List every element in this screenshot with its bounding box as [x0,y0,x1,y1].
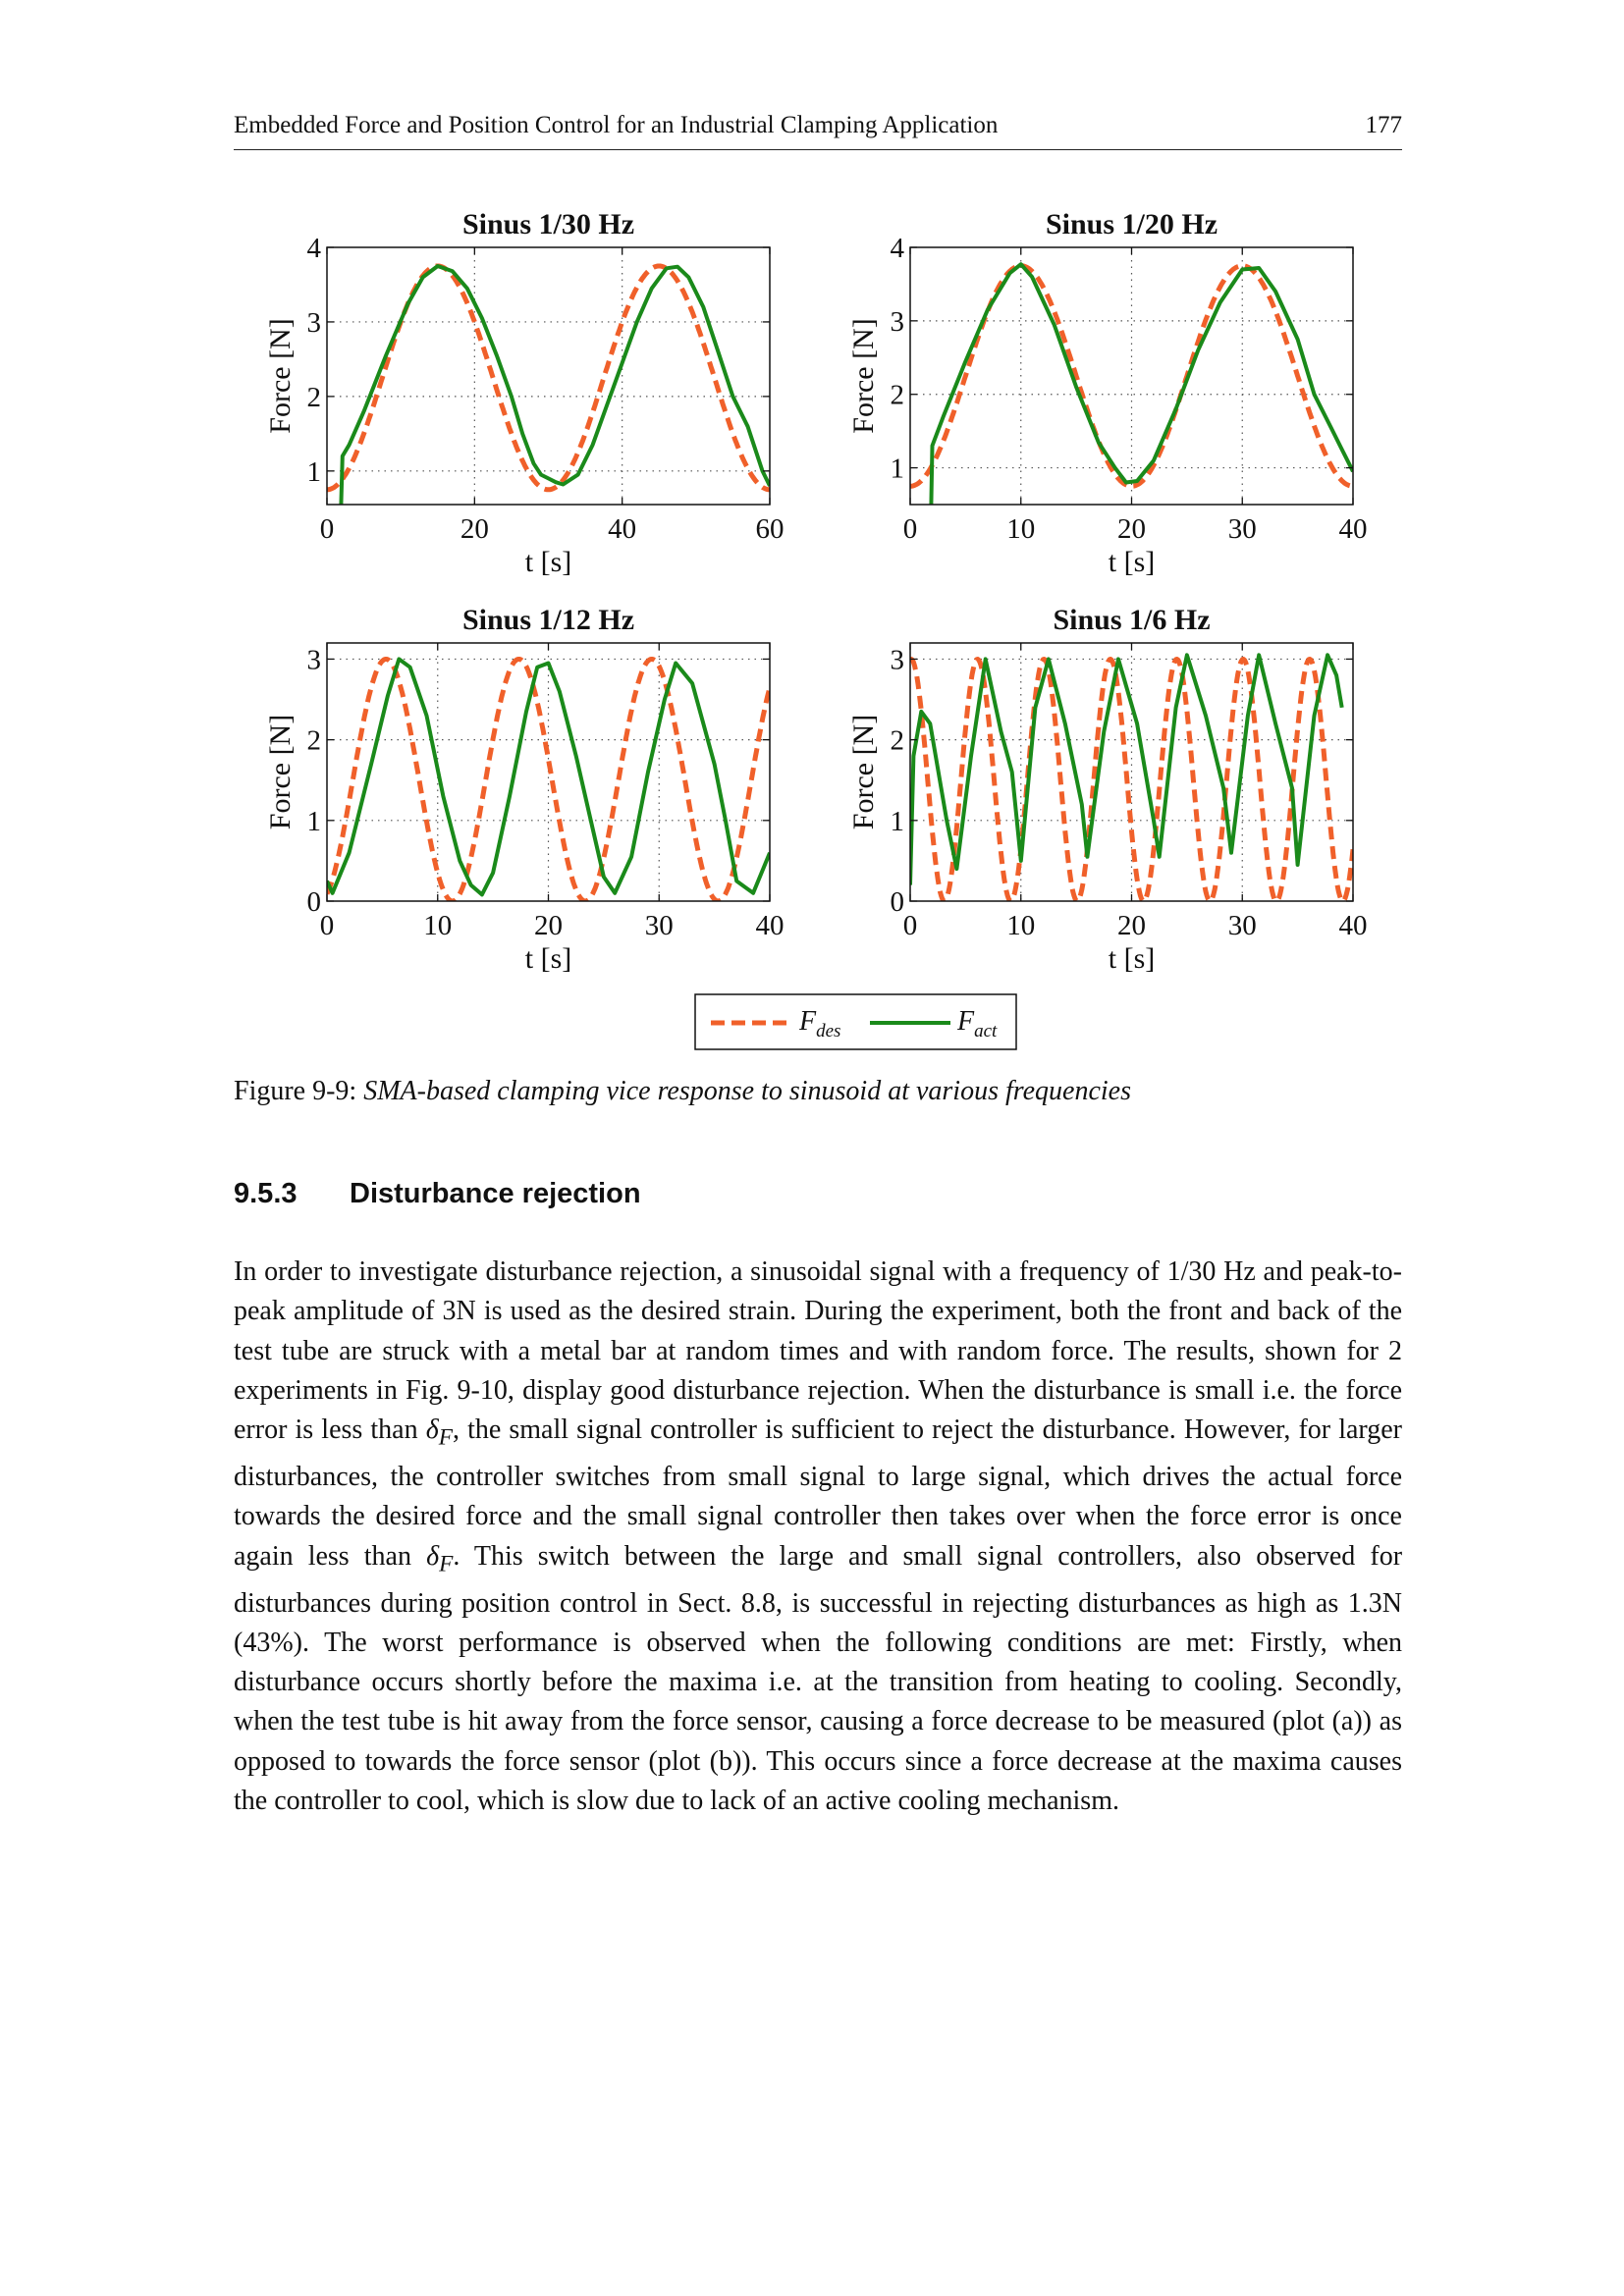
chart-2 [847,208,1368,578]
x-tick-label: 0 [902,513,918,545]
y-tick-label: 3 [890,305,904,338]
y-axis-label: Force [N] [264,318,297,434]
y-tick-label: 1 [890,453,904,485]
x-tick-label: 10 [1006,910,1036,941]
delta-symbol: δ [425,1415,439,1446]
y-tick-label: 0 [306,886,321,918]
series-actual-line [341,266,770,508]
y-tick-label: 2 [306,381,321,413]
running-title: Embedded Force and Position Control for an Industrial Clamping Application [234,112,999,138]
y-tick-label: 1 [306,805,321,837]
x-axis-label: t [s] [1108,942,1156,975]
y-tick-label: 2 [306,724,321,757]
x-tick-label: 40 [755,910,785,941]
page-number: 177 [1365,112,1402,138]
body-text-2: , the small signal controller is sufficient to reject the disturbance. However, for larger disturbances, the controller switches from small signal to large signal, which drives the actual force towards the desired force and the small signal controller then takes over when the force error is once again less than [234,1415,1402,1572]
chart-title: Sinus 1/6 Hz [1053,604,1211,636]
chart-4 [847,604,1368,975]
y-tick-label: 3 [306,644,321,676]
y-tick-label: 2 [890,379,904,411]
y-tick-label: 0 [890,886,904,918]
figure-9-9 [0,0,1624,1060]
x-tick-label: 40 [1338,513,1368,545]
y-axis-label: Force [N] [264,714,297,830]
chart-title: Sinus 1/30 Hz [461,208,635,240]
y-axis-label: Force [N] [847,714,880,830]
x-tick-label: 0 [319,513,335,545]
x-tick-label: 10 [1006,513,1036,545]
y-axis-label: Force [N] [847,318,880,434]
y-tick-label: 4 [890,233,904,264]
figure-caption [234,1076,1402,1107]
y-tick-label: 1 [890,805,904,837]
x-tick-label: 20 [534,910,563,941]
x-tick-label: 0 [319,910,335,941]
x-tick-label: 0 [902,910,918,941]
y-tick-label: 4 [306,233,321,264]
x-axis-label: t [s] [524,546,572,578]
x-tick-label: 40 [608,513,637,545]
section-title: Disturbance rejection [350,1178,641,1209]
section-heading [234,1178,641,1210]
y-tick-label: 3 [306,306,321,339]
y-tick-label: 3 [890,644,904,676]
body-text-1: In order to investigate disturbance rejection, a sinusoidal signal with a frequency of 1/30 Hz and peak-to-peak amplitude of 3N is used as the desired strain. During the experiment, both the front and back of the test tube are struck with a metal bar at random times and with random force. The results, shown for 2 experiments in Fig. 9-10, display good disturbance rejection. When the disturbance is small i.e. the force error is less than [234,1256,1402,1446]
x-tick-label: 20 [460,513,489,545]
section-number: 9.5.3 [234,1178,298,1209]
body-text-3: . This switch between the large and small signal controllers, also observed for disturbances during position control in Sect. 8.8, is successful in rejecting disturbances as high as 1.3N (43%). The worst performance is observed when the following conditions are met: Firstly, when disturbance occurs shortly before the maxima i.e. at the transition from heating to cooling. Secondly, when the test tube is hit away from the force sensor, causing a force decrease to be measured (plot (a)) as opposed to towards the force sensor (plot (b)). This occurs since a force decrease at the maxima causes the controller to cool, which is slow due to lack of an active cooling mechanism. [234,1540,1403,1817]
y-tick-label: 1 [306,455,321,488]
x-tick-label: 30 [1227,513,1257,545]
x-tick-label: 60 [755,513,785,545]
series-desired-line [327,266,770,490]
legend-actual-label: $F_{act}$ [957,1006,998,1041]
chart-title: Sinus 1/12 Hz [461,604,635,636]
body-paragraph [234,1253,1402,1821]
chart-3 [264,604,785,975]
series-actual-line [910,655,1342,884]
delta-subscript: F [438,1424,453,1451]
figure-caption-text: SMA-based clamping vice response to sinusoid at various frequencies [363,1076,1132,1106]
x-axis-label: t [s] [524,942,572,975]
x-tick-label: 30 [644,910,674,941]
series-actual-line [931,264,1353,505]
x-axis-label: t [s] [1108,546,1156,578]
x-tick-label: 40 [1338,910,1368,941]
y-tick-label: 2 [890,724,904,757]
legend [695,994,1016,1049]
chart-title: Sinus 1/20 Hz [1045,208,1218,240]
plot-frame [327,247,770,505]
legend-desired-label: $F_{des}$ [799,1006,841,1041]
x-tick-label: 30 [1227,910,1257,941]
delta-symbol-2: δ [426,1540,440,1572]
figure-number: Figure 9-9: [234,1076,357,1106]
x-tick-label: 20 [1117,513,1146,545]
delta-subscript-2: F [439,1551,454,1577]
x-tick-label: 20 [1117,910,1146,941]
chart-1 [264,208,785,578]
x-tick-label: 10 [423,910,453,941]
